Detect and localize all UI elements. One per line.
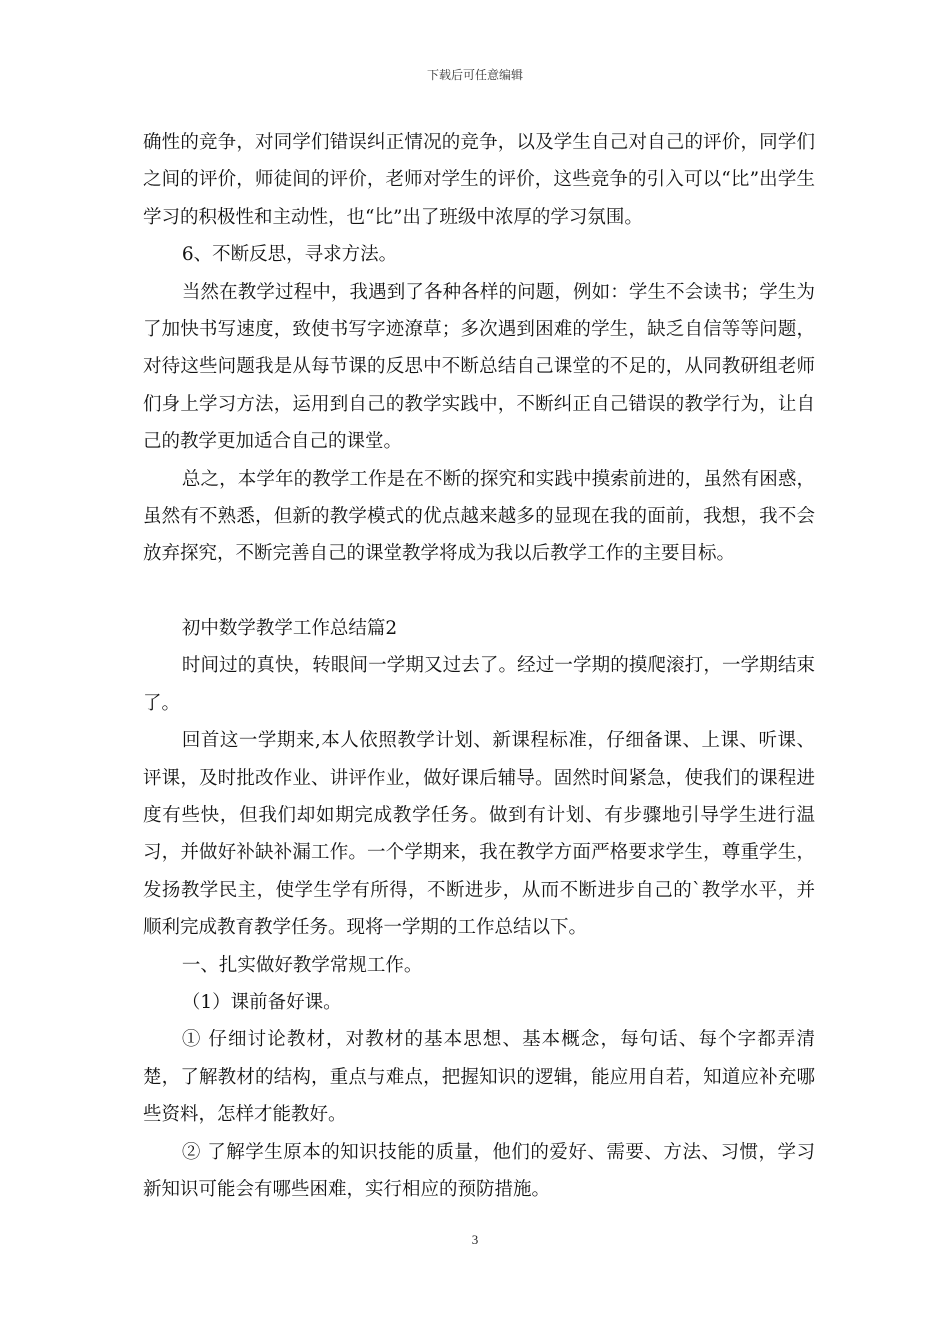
article-title: 初中数学教学工作总结篇2: [181, 617, 398, 639]
paragraph: 当然在教学过程中，我遇到了各种各样的问题，例如：学生不会读书；学生为了加快书写速度，致使书写字迹潦草；多次遇到困难的学生，缺乏自信等等问题，对待这些问题我是从每节课的反思中不断总结自己课堂的不足的，从同教研组老师们身上学习方法，运用到自己的教学实践中，不断纠正自己错误的教学行为，让自己的教学更加适合自己的课堂。: [143, 281, 815, 453]
list-item: ② 了解学生原本的知识技能的质量，他们的爱好、需要、方法、习惯，学习新知识可能会有哪些困难，实行相应的预防措施。: [143, 1141, 815, 1200]
section-heading: 一、扎实做好教学常规工作。: [181, 954, 423, 976]
list-item: ① 仔细讨论教材，对教材的基本思想、基本概念，每句话、每个字都弄清楚，了解教材的结构，重点与难点，把握知识的逻辑，能应用自若，知道应补充哪些资料，怎样才能教好。: [143, 1029, 815, 1126]
page-number: 3: [471, 1232, 479, 1247]
subsection-heading: （1）课前备好课。: [181, 991, 342, 1013]
paragraph: 时间过的真快，转眼间一学期又过去了。经过一学期的摸爬滚打，一学期结束了。: [143, 655, 815, 714]
paragraph: 确性的竞争，对同学们错误纠正情况的竞争，以及学生自己对自己的评价，同学们之间的评价，师徒间的评价，老师对学生的评价，这些竞争的引入可以“比”出学生学习的积极性和主动性，也“比”出了班级中浓厚的学习氛围。: [143, 132, 815, 228]
page-header: 下载后可任意编辑: [426, 68, 523, 82]
paragraph: 回首这一学期来,本人依照教学计划、新课程标准，仔细备课、上课、听课、评课，及时批改作业、讲评作业，做好课后辅导。固然时间紧急，使我们的课程进度有些快，但我们却如期完成教学任务。做到有计划、有步骤地引导学生进行温习，并做好补缺补漏工作。一个学期来，我在教学方面严格要求学生，尊重学生，发扬教学民主，使学生学有所得，不断进步，从而不断进步自己的`教学水平，并顺利完成教育教学任务。现将一学期的工作总结以下。: [143, 730, 815, 939]
section-heading: 6、不断反思，寻求方法。: [181, 244, 398, 266]
document-body: [143, 124, 815, 1208]
blank-line: [143, 573, 815, 610]
paragraph: 总之，本学年的教学工作是在不断的探究和实践中摸索前进的，虽然有困惑，虽然有不熟悉，但新的教学模式的优点越来越多的显现在我的面前，我想，我不会放弃探究，不断完善自己的课堂教学将成为我以后教学工作的主要目标。: [143, 468, 815, 565]
